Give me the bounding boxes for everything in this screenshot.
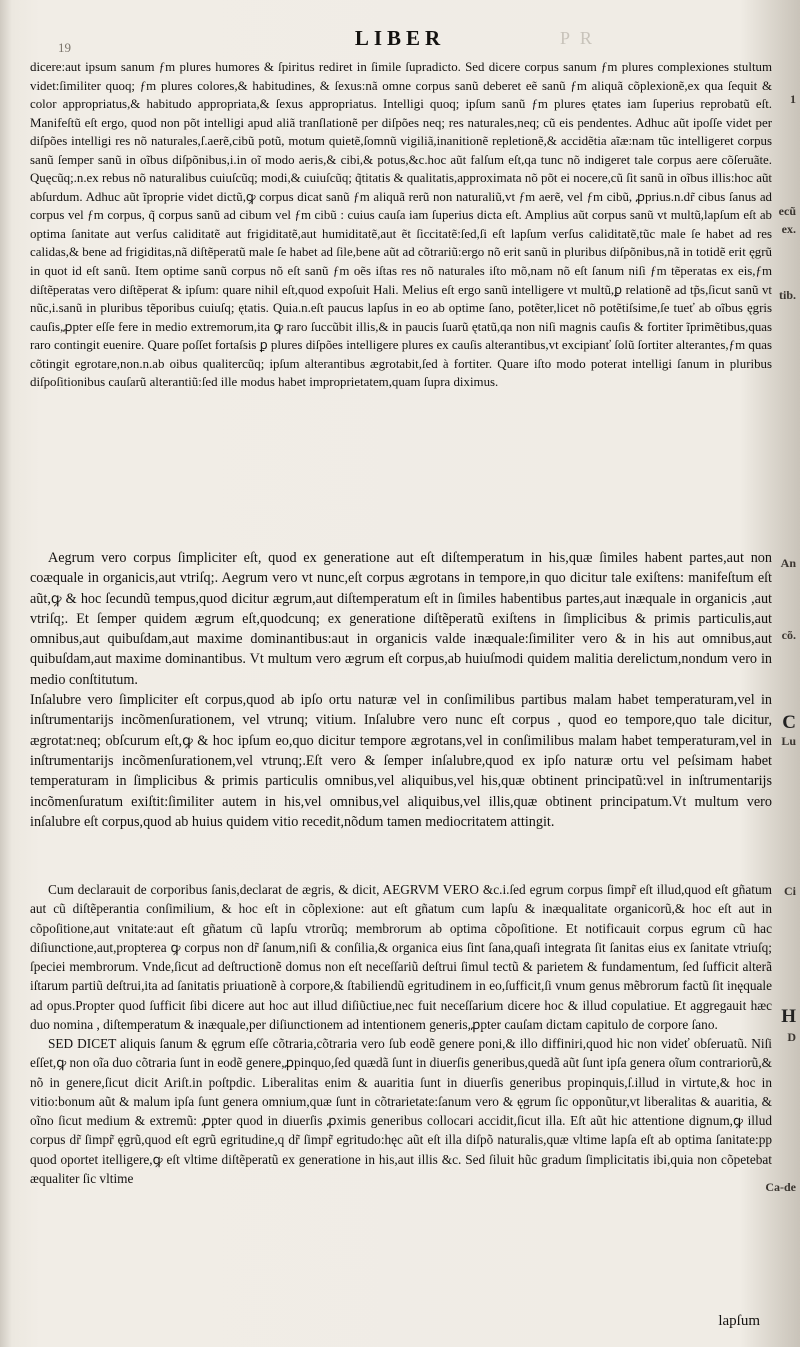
commentary-block-3 bbox=[30, 880, 772, 1188]
bleed-through-text: P R bbox=[560, 28, 595, 48]
running-head bbox=[0, 26, 800, 51]
insalubre-paragraph: Inſalubre vero ſimpliciter eſt corpus,quod ab ipſo ortu naturæ vel in conſimilibus partibus malam habet temperaturam,vel in inſtrumentarijs incõmenſurationem, vel vtrunq; vitium. Inſalubre vero nunc eſt corpus , quod eo tempore,quo tale dicitur, ægrotat:neq; obſcurum eſt,ꝙ & hoc ipſum eo,quo dicitur tempore ægrotans,vel in conſimilibus malam habet temperaturam,vel in inſtrumentarijs incõmenſurationem,vel vtrunq;.Eſt vero & ſemper inſalubre,quod ex ipſo naturæ ortu vel peſsimam habet temperaturam in ſimplicibus & primis particulis omnibus,vel aliquibus,vel his,quæ obtinent principatũ:vel in inſtrumentarijs incõmenſuratum exiſtit:ſimiliter autem in his,vel omnibus,vel aliquibus,vel illis,quæ obtinent principatum.Vt multum vero inſalubre eſt corpus,quod ab huius quidem vitio recedit,nõdum tamen mediocritatem attingit. bbox=[30, 692, 772, 830]
commentary-block-1 bbox=[30, 58, 772, 392]
commentary-sed-dicet-paragraph: SED DICET aliquis ſanum & ęgrum eſſe cõtraria,cõtraria vero ſub eodẽ genere poni,& illo diffiniri,quod hic non videť obſeruatũ. Niſi eſſet,ꝙ non oĩa duo cõtraria ſunt in eodẽ genere,ꝓpinquo,ſed quædã ſunt in diuerſis generibus,quedã aũt ſunt ipſa genera oĩum contrariorũ,& nõ in genere,ſicut dicit Ariſt.in poſtpdic. Liberalitas enim & auaritia ſunt in diuerſis generibus propinquis,ſ.illud in virtute,& hoc in vitio:bonum aũt & malum ipſa ſunt genera omnium,quæ ſunt in cõtrarietate:ſanum vero & ęgrum ſic opponũtur,vt liberalitas & auaritia, & oĩno ſicut medium & extremũ: ꝓpter quod in diuerſis ꝓximis generibus collocari accidit,ſicut illa. Eſt aũt hic attentione dignum,ꝙ illud corpus dr̃ ſimpr̃ ęgrũ,quod eſt egrũ egritudine,q dr̃ ſimpr̃ egritudo:hęc aũt eſt illa diſpõ naturalis,quæ vltime lapſa eſt ab optima ſanitate:pp quod oportet itelligere,ꝙ eſt vltime diſtẽperatũ ex generatione in his,aut illis &c. Sed ſiluit hũc gradum ſimplicitatis ibi,quia non cõpetebat æqualiter ſic vltime bbox=[30, 1036, 772, 1186]
text-block-2 bbox=[30, 548, 772, 832]
commentary-paragraph: dicere:aut ipsum sanum ƒm plures humores & ſpiritus rediret in ſimile ſupradicto. Sed dicere corpus sanum ƒm plures complexiones stultum videt:ſimiliter quoq; ƒm plures colores,& habitudines, & ſexus:nã omne corpus sanũ deberet eẽ sanũ ƒm aliquã cõplexionẽ,ex qua ſequit & color appropriatus,& habitudo appropriata,& ſexus appropriatus. Intelligi quoq; ipſum sanũ ƒm plures ętates iam ſuperius reprobatũ eſt. Manifeſtũ eſt ergo, quod non põt intelligi apud aliã tranſlationẽ per diſpões neq; res naturales,neq; cũ eis pendentes. Adhuc aũt ipoſſe videt per diſpões intelligi res nõ naturales,ſ.aerẽ,cibũ potũ, motum quietẽ,ſomnũ vigiliã,inanitionẽ repletionẽ,& accidẽtia aĩæ:nam tũc intelligeret corpus sanũ ſemper sanũ in oĩbus diſpõnibus,i.in oĩ modo aeris,& cibi,& potus,&c.hoc aũt falſum eſt,qa tunc nõ indigeret tale corpus aere cõſeruãte. Quęcũq;.n.ex rebus nõ naturalibus cuiuſcũq; modi,& cuiuſcũq; q̃titatis & qualitatis,approximata nõ põt ei nocere,cũ ſit sanũ in oĩbus illis:hoc aũt abſurdum. Adhuc aũt ĩproprie videt dictũ,ꝙ corpus dicat sanũ ƒm aliquã rerũ non naturaliũ,vt ƒm aerẽ, vel ƒm cibũ, ꝓprius.n.dr̃ cibus ſanus ad corpus vel ƒm corpus, q̃ corpus sanũ ad cibum vel ƒm cibũ : cuius cauſa iam ſuperius dicta eſt. Amplius aũt corpus sanũ vt multũ,lapſum eſt ab optima ſanitate aut verſus caliditatẽ aut frigiditatẽ,aut humiditatẽ,aut ẽt ſiccitatẽ:ſed,ſi eſt lapſum verſus caliditatẽ,tũc male ſe habet ad res calidas,& bene ad frigiditas,nã diſtẽperatũ male ſe habet ad ſile,bene aũt ad cõtrariũ:ergo nõ erit sanũ in pluribus diſpõnibus,nã in totidẽ erit ęgrũ in quot id eſt sanũ. Item optime sanũ corpus nõ eſt sanũ ƒm oẽs iſtas res nõ naturales iſto mõ,nam nõ eſt ſanum niſi ƒm tẽperatas ex eis,ƒm diſtẽperatas vero diſtẽperat & ipſum: quare nihil eſt,quod expoſuit Hali. Melius eſt ergo sanũ intelligere vt multũ,ꝑ relationẽ ad tp̃s,ſicut sanũ vt nũc,i.sanũ in pluribus tẽporibus cuiuſq; ętatis. Quia.n.eſt paucus lapſus in eo ab optime ſano, potẽter,licet nõ potẽtiſsime,ſe tueť ab oĩbus ęgris cauſis,ꝓpter eſſe fere in medio extremorum,ita ꝙ raro ſuccũbit illis,& in paucis ſuarũ ętatũ,qa non niſi magnis cauſis & fortiter ĩprimẽtibus,quas raro contingit euenire. Quare poſſet fortaſsis ꝑ plures diſpões intelligere plures ex cauſis alterantibus,vt excipianť ſolũ ſortiter alterantes,ƒm quas cõtingit egrotare,non.n.ab oibus qualitercũq; ipſum alterantibus ægrotabit,ſed à fortiter. Quare iſto modo poterat intelligi ſanum in pluribus diſpoſitionibus cauſarũ alterantiũ:ſed ille modus habet improprietatem,quam ſupra diximus. bbox=[30, 60, 772, 390]
margin-note: ex. bbox=[781, 222, 796, 236]
catchword: lapſum bbox=[718, 1313, 760, 1329]
margin-note: H bbox=[781, 1006, 796, 1027]
margin-note: Ci bbox=[784, 884, 796, 898]
ghost-page-number: 19 bbox=[58, 40, 71, 55]
margin-note: An bbox=[780, 556, 796, 570]
margin-note: Ca-de bbox=[765, 1180, 796, 1194]
margin-note: C bbox=[782, 712, 796, 733]
margin-note: ecũ bbox=[778, 204, 796, 218]
margin-note: cõ. bbox=[781, 628, 796, 642]
margin-note: tib. bbox=[778, 288, 796, 302]
commentary-aegrum-paragraph: Cum declarauit de corporibus ſanis,declarat de ægris, & dicit, AEGRVM VERO &c.i.ſed egrum corpus ſimpr̃ eſt illud,quod eſt gñatum aut cũ diſtẽperantia conſimilium, & hoc eſt in cõplexione: aut eſt gñatum cum lapſu & inæqualitate organicorũ,& hoc eſt aut in cõpoſitione,aut vnitate:aut eſt gñatum cũ lapſu vtrorũq; membrorum ab optima cõpoſitione. Et notificauit corpus egrum cũ hac diſiunctione,aut,propterea ꝙ corpus non dr̃ ſanum,niſi & conſilia,& organica eius ſint ſana,quaſi integrata ſit ſanitas eius ex ſanitate vtriuſq; ſpeciei membrorum. Vnde,ſicut ad deſtructionẽ domus non eſt neceſſariũ deſtrui ſimul tectũ & parietem & fundamentum, ſed ſufficit alterã iſtarum partiũ deſtrui,ita ad ſanitatis priuationẽ à corpore,& ſtabiliendũ egritudinem in eo,ſufficit,ſi vnum genus mẽbrorum factũ ſit inęquale ad opus.Propter quod ſufficit ſibi dicere aut hoc aut illud diſiũctiue,nec fuit neceſſarium dicere hoc & illud copulatiue. Et aggregauit hæc duo nomina , diſtemperatum & inæquale,per diſiunctionem ad intentionem generis,ꝓpter cauſam dictam capitulo de corpore ſano. bbox=[30, 882, 772, 1032]
margin-note: 1 bbox=[790, 92, 796, 106]
aegrum-paragraph: Aegrum vero corpus ſimpliciter eſt, quod ex generatione aut eſt diſtemperatum in his,quæ ſimiles habent partes,aut non coæquale in organicis,aut vtriſq;. Aegrum vero vt nunc,eſt corpus ægrotans in tempore,in quo dicitur tale exiſtens: manifeſtum eſt aũt,ꝙ & hoc ſecundũ tempus,quod dicitur ægrum,aut diſtemperatum eſt in ſimiles habentibus partes,aut inæquale in organicis ,aut vtriſq;. Et ſemper quidem ægrum eſt,quodcunq; ex generatione diſtẽperatũ exiſtens in ſimplicibus & primis particulis,aut omnibus,aut quibuſdam,aut maxime dominantibus:aut in organicis valde inæquale:ſimiliter vero & in his aut omnibus,aut quibuſdam,aut maxime dominantibus. Vt multum vero ægrum eſt corpus,ab huiuſmodi quidem malitia derelictum,nondum vero in medio conſtitutum. bbox=[30, 550, 772, 688]
margin-note: Lu bbox=[781, 734, 796, 748]
margin-note: D bbox=[787, 1030, 796, 1044]
running-head-title: LIBER bbox=[354, 26, 446, 50]
